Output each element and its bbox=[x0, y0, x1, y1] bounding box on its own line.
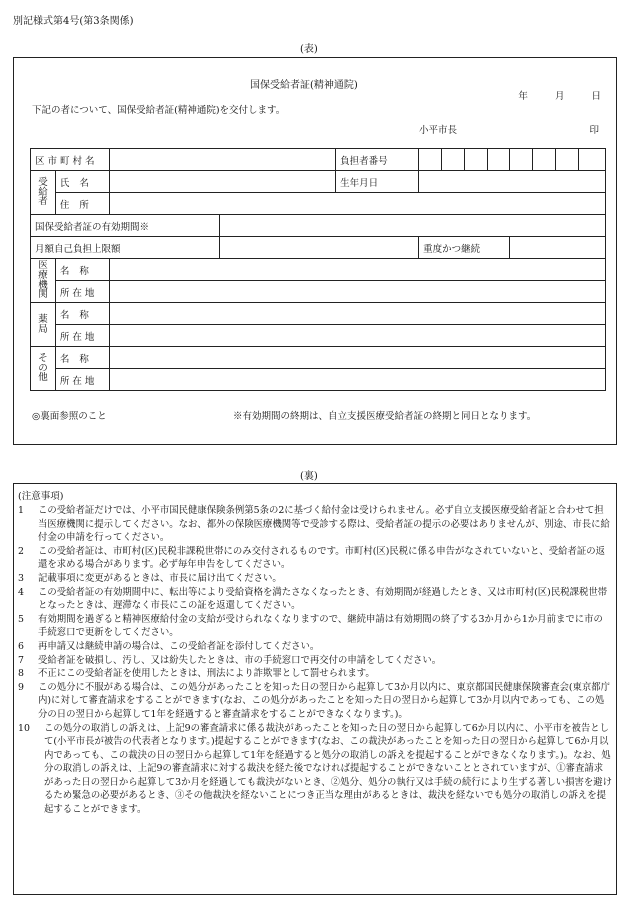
other-name-label: 名称 bbox=[55, 347, 109, 369]
table-row bbox=[31, 149, 606, 171]
payer-number-digit bbox=[556, 149, 579, 171]
notice-item bbox=[18, 545, 612, 572]
notes-heading: (注意事項) bbox=[18, 491, 64, 502]
name-label: 氏名 bbox=[55, 171, 109, 193]
notice-item bbox=[18, 722, 612, 817]
notice-number: 5 bbox=[18, 613, 24, 625]
pharmacy-location-value bbox=[109, 325, 605, 347]
table-row bbox=[31, 369, 606, 391]
table-row bbox=[31, 281, 606, 303]
pharmacy-name-label: 名称 bbox=[55, 303, 109, 325]
medical-location-label: 所在地 bbox=[55, 281, 109, 303]
medical-name-label: 名称 bbox=[55, 259, 109, 281]
monthly-limit-label: 月額自己負担上限額 bbox=[31, 237, 220, 259]
certificate-back bbox=[13, 483, 617, 895]
payer-number-digit bbox=[510, 149, 533, 171]
validity-value bbox=[219, 215, 605, 237]
notice-item bbox=[18, 654, 612, 668]
name-value bbox=[109, 171, 335, 193]
medical-location-value bbox=[109, 281, 605, 303]
notice-number: 4 bbox=[18, 586, 24, 598]
notice-text: 有効期間を過ぎると精神医療給付金の支給が受けられなくなりますので、継続申請は有効期間の終了する3か月から1か月前までに市の手続窓口で更新をしてください。 bbox=[38, 613, 603, 639]
medical-institution-group-label: 医 療 機 関 bbox=[31, 259, 56, 303]
other-location-value bbox=[109, 369, 605, 391]
certificate-table bbox=[30, 148, 606, 391]
payer-number-digit bbox=[419, 149, 442, 171]
notice-number: 6 bbox=[18, 640, 24, 652]
address-value bbox=[109, 193, 605, 215]
validity-note: ※有効期間の終期は、自立支援医療受給者証の終期と同日となります。 bbox=[233, 411, 537, 422]
notice-text: 不正にこの受給者証を使用したときは、刑法により詐欺罪として罰せられます。 bbox=[38, 668, 375, 680]
payer-number-digit bbox=[533, 149, 556, 171]
date-month-label: 月 bbox=[554, 91, 566, 102]
notice-item bbox=[18, 613, 612, 640]
monthly-limit-value bbox=[219, 237, 418, 259]
notice-number: 7 bbox=[18, 654, 24, 666]
birthdate-label: 生年月日 bbox=[336, 171, 419, 193]
notice-item bbox=[18, 504, 612, 545]
see-back-note: ◎裏面参照のこと bbox=[32, 411, 107, 422]
date-year-label: 年 bbox=[518, 91, 529, 102]
notice-item bbox=[18, 640, 612, 654]
notice-text: 再申請又は継続申請の場合は、この受給者証を添付してください。 bbox=[38, 640, 320, 652]
municipality-label: 区市町村名 bbox=[31, 149, 110, 171]
notice-item bbox=[18, 667, 612, 681]
table-row bbox=[31, 347, 606, 369]
notice-number: 9 bbox=[18, 681, 24, 693]
front-side-label: (表) bbox=[300, 44, 318, 55]
other-name-value bbox=[109, 347, 605, 369]
table-row bbox=[31, 193, 606, 215]
table-row bbox=[31, 237, 606, 259]
notice-text: この処分の取消しの訴えは、上記9の審査請求に係る裁決があったことを知った日の翌日から起算して6か月以内に、小平市を被告として(小平市長が被告の代表者となります。)提起することができます(なお、この裁決があったことを知った日の翌日から起算して6か月以内であっても、この裁決の日の翌日から起算して1年を経過すると処分の取消しの訴えを提起することができなくなります。)。なお、処分の取消しの訴えは、上記9の審査請求に対する裁決を経た後でなければ提起することができないこととされていますが、①審査請求があった日の翌日から起算して3か月を経過しても裁決がないとき、②処分、処分の執行又は手続の続行により生ずる著しい損害を避けるため緊急の必要があるとき、③その他裁決を経ないことにつき正当な理由があるときは、裁決を経ないでも処分の取消しの訴えを提起することができます。 bbox=[44, 722, 613, 816]
municipality-value bbox=[109, 149, 335, 171]
issue-date bbox=[496, 88, 602, 102]
notice-text: この受給者証だけでは、小平市国民健康保険条例第5条の2に基づく給付金は受けられません。必ず自立支援医療受給者証と合わせて担当医療機関に提示してください。なお、都外の保険医療機関等で受診する際は、受給者証の提示の必要はありませんが、別途、市長に給付金の申請を行ってください。 bbox=[38, 505, 610, 544]
certificate-front bbox=[13, 57, 617, 445]
issue-statement: 下記の者について、国保受給者証(精神通院)を交付します。 bbox=[32, 105, 286, 116]
notice-number: 8 bbox=[18, 668, 24, 680]
notice-number: 1 bbox=[18, 505, 24, 516]
payer-number-digit bbox=[464, 149, 487, 171]
certificate-title: 国保受給者証(精神通院) bbox=[250, 80, 358, 91]
notice-item bbox=[18, 586, 612, 613]
payer-number-digit bbox=[578, 149, 605, 171]
issuer-line bbox=[419, 122, 599, 136]
birthdate-value bbox=[419, 171, 606, 193]
severe-continuous-label: 重度かつ継続 bbox=[419, 237, 510, 259]
table-row bbox=[31, 215, 606, 237]
notice-text: この処分に不服がある場合は、この処分があったことを知った日の翌日から起算して3か月以内に、東京都国民健康保険審査会(東京都庁内)に対して審査請求をすることができます(なお、この処分があったことを知った日の翌日から起算して3か月以内であっても、この処分の日の翌日から起算して1年を経過すると審査請求をすることができなくなります。)。 bbox=[38, 681, 611, 720]
notes-list bbox=[18, 504, 612, 817]
address-label: 住所 bbox=[55, 193, 109, 215]
issuer-name: 小平市長 bbox=[419, 125, 458, 136]
table-row bbox=[31, 325, 606, 347]
recipient-group-label: 受 給 者 bbox=[31, 171, 56, 215]
notice-text: この受給者証は、市町村(区)民税非課税世帯にのみ交付されるものです。市町村(区)民税に係る申告がなされていないと、受給者証の返還を求める場合があります。必ず毎年申告をしてください。 bbox=[38, 545, 606, 571]
notice-text: この受給者証の有効期間中に、転出等により受給資格を満たさなくなったとき、有効期間が経過したとき、又は市町村(区)民税課税世帯となったときは、遅滞なく市長にこの証を返還してください。 bbox=[38, 586, 608, 612]
notice-text: 記載事項に変更があるときは、市長に届け出てください。 bbox=[38, 572, 282, 584]
other-location-label: 所在地 bbox=[55, 369, 109, 391]
notice-text: 受給者証を破損し、汚し、又は紛失したときは、市の手続窓口で再交付の申請をしてください。 bbox=[38, 654, 442, 666]
pharmacy-name-value bbox=[109, 303, 605, 325]
table-row bbox=[31, 259, 606, 281]
pharmacy-group-label: 薬 局 bbox=[31, 303, 56, 347]
notice-number: 3 bbox=[18, 572, 24, 584]
table-row bbox=[31, 303, 606, 325]
medical-name-value bbox=[109, 259, 605, 281]
notice-item bbox=[18, 572, 612, 586]
notice-item bbox=[18, 681, 612, 722]
table-row bbox=[31, 171, 606, 193]
back-side-label: (裏) bbox=[300, 471, 318, 482]
date-day-label: 日 bbox=[591, 91, 602, 102]
seal-label: 印 bbox=[589, 125, 599, 136]
validity-label: 国保受給者証の有効期間※ bbox=[31, 215, 220, 237]
payer-number-digit bbox=[441, 149, 464, 171]
payer-number-digit bbox=[487, 149, 510, 171]
notice-number: 2 bbox=[18, 545, 24, 557]
severe-continuous-value bbox=[510, 237, 606, 259]
form-title: 別記様式第4号(第3条関係) bbox=[13, 16, 134, 27]
notice-number: 10 bbox=[18, 722, 30, 734]
pharmacy-location-label: 所在地 bbox=[55, 325, 109, 347]
payer-number-label: 負担者番号 bbox=[336, 149, 419, 171]
other-group-label: そ の 他 bbox=[31, 347, 56, 391]
